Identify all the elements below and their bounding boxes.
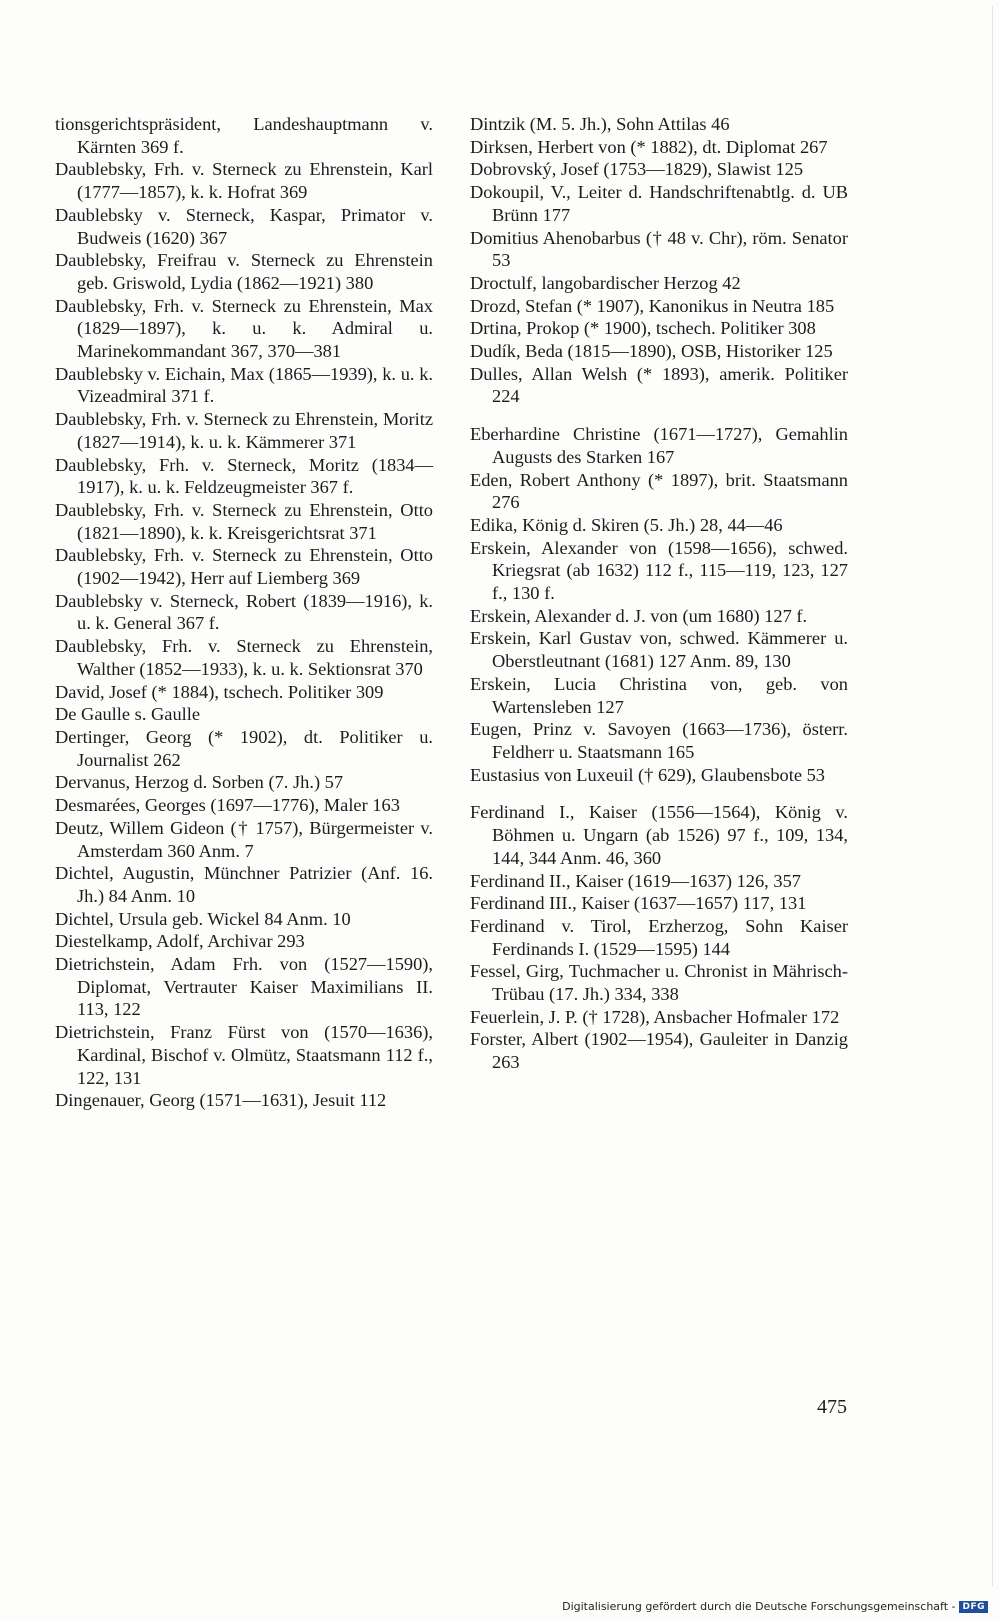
index-entry: Daublebsky, Freifrau v. Sterneck zu Ehrenstein geb. Griswold, Lydia (1862—1921) 380 [55, 250, 433, 293]
dfg-logo: DFG [959, 1601, 988, 1613]
index-entry: Forster, Albert (1902—1954), Gauleiter in Danzig 263 [470, 1029, 848, 1073]
index-entry: Dokoupil, V., Leiter d. Handschriftenabtlg. d. UB Brünn 177 [470, 182, 848, 225]
index-entry: Deutz, Willem Gideon († 1757), Bürgermeister v. Amsterdam 360 Anm. 7 [55, 817, 433, 861]
index-entry: Ferdinand III., Kaiser (1637—1657) 117, 131 [470, 893, 807, 914]
index-entry: Eugen, Prinz v. Savoyen (1663—1736), österr. Feldherr u. Staatsmann 165 [470, 719, 848, 762]
index-entry: Daublebsky, Frh. v. Sterneck zu Ehrenstein, Max (1829—1897), k. u. k. Admiral u. Marinekommandant 367, 370—381 [55, 295, 433, 362]
index-entry: Daublebsky v. Sterneck, Kaspar, Primator v. Budweis (1620) 367 [55, 204, 433, 248]
index-entry: Daublebsky v. Eichain, Max (1865—1939), k. u. k. Vizeadmiral 371 f. [55, 363, 433, 407]
index-entry: Dulles, Allan Welsh (* 1893), amerik. Politiker 224 [470, 363, 848, 407]
index-entry: Droctulf, langobardischer Herzog 42 [470, 272, 741, 293]
digitization-footer [562, 1600, 988, 1613]
index-entry: Dertinger, Georg (* 1902), dt. Politiker u. Journalist 262 [55, 726, 433, 770]
index-entry: Daublebsky, Frh. v. Sterneck zu Ehrenstein, Otto (1821—1890), k. k. Kreisgerichtsrat 371 [55, 499, 433, 543]
index-entry: Dietrichstein, Franz Fürst von (1570—1636), Kardinal, Bischof v. Olmütz, Staatsmann 112 f., 122, 131 [55, 1022, 433, 1088]
index-entry: Dietrichstein, Adam Frh. von (1527—1590), Diplomat, Vertrauter Kaiser Maximilians II. 113, 122 [55, 954, 433, 1020]
index-entry: Daublebsky v. Sterneck, Robert (1839—1916), k. u. k. General 367 f. [55, 590, 433, 634]
index-entry: Edika, König d. Skiren (5. Jh.) 28, 44—46 [470, 514, 783, 535]
index-entry: Domitius Ahenobarbus († 48 v. Chr), röm. Senator 53 [470, 227, 848, 271]
index-entry: Drozd, Stefan (* 1907), Kanonikus in Neutra 185 [470, 295, 835, 316]
index-entry: Erskein, Karl Gustav von, schwed. Kämmerer u. Oberstleutnant (1681) 127 Anm. 89, 130 [470, 628, 848, 672]
index-column-right [470, 113, 848, 1074]
index-entry: Dichtel, Ursula geb. Wickel 84 Anm. 10 [55, 908, 351, 929]
index-entry: De Gaulle s. Gaulle [55, 704, 201, 725]
index-entry: Dirksen, Herbert von (* 1882), dt. Diplomat 267 [470, 136, 828, 157]
index-entry: Eden, Robert Anthony (* 1897), brit. Staatsmann 276 [470, 469, 848, 513]
index-entry: Ferdinand II., Kaiser (1619—1637) 126, 357 [470, 870, 801, 891]
index-entry: Erskein, Alexander d. J. von (um 1680) 127 f. [470, 605, 808, 626]
index-entry: Fessel, Girg, Tuchmacher u. Chronist in Mährisch-Trübau (17. Jh.) 334, 338 [470, 961, 848, 1005]
index-entry: Dervanus, Herzog d. Sorben (7. Jh.) 57 [55, 772, 344, 793]
index-entry: Eberhardine Christine (1671—1727), Gemahlin Augusts des Starken 167 [470, 424, 848, 467]
index-entry: Dichtel, Augustin, Münchner Patrizier (Anf. 16. Jh.) 84 Anm. 10 [55, 863, 433, 906]
index-entry: Ferdinand I., Kaiser (1556—1564), König v. Böhmen u. Ungarn (ab 1526) 97 f., 109, 134, 144, 344 Anm. 46, 360 [470, 802, 848, 868]
index-entry: Eustasius von Luxeuil († 629), Glaubensbote 53 [470, 764, 825, 785]
index-entry: Daublebsky, Frh. v. Sterneck zu Ehrenstein, Karl (1777—1857), k. k. Hofrat 369 [55, 159, 433, 203]
page-number: 475 [817, 1396, 847, 1418]
index-entry: Drtina, Prokop (* 1900), tschech. Politiker 308 [470, 318, 816, 339]
index-entry: Dobrovský, Josef (1753—1829), Slawist 125 [470, 159, 804, 180]
index-entry: Erskein, Alexander von (1598—1656), schwed. Kriegsrat (ab 1632) 112 f., 115—119, 123, 127 f., 130 f. [470, 537, 848, 604]
index-entry: Dudík, Beda (1815—1890), OSB, Historiker 125 [470, 341, 833, 362]
index-entry: Feuerlein, J. P. († 1728), Ansbacher Hofmaler 172 [470, 1006, 840, 1027]
index-entry: Daublebsky, Frh. v. Sterneck zu Ehrenstein, Walther (1852—1933), k. u. k. Sektionsrat 370 [55, 636, 433, 679]
index-entry: Erskein, Lucia Christina von, geb. von Wartensleben 127 [470, 673, 848, 717]
index-entry: Daublebsky, Frh. v. Sterneck, Moritz (1834—1917), k. u. k. Feldzeugmeister 367 f. [55, 454, 433, 498]
index-entry: Daublebsky, Frh. v. Sterneck zu Ehrenstein, Otto (1902—1942), Herr auf Liemberg 369 [55, 545, 433, 589]
index-entry: tionsgerichtspräsident, Landeshauptmann v. Kärnten 369 f. [55, 114, 433, 157]
index-entry: Dingenauer, Georg (1571—1631), Jesuit 112 [55, 1090, 387, 1111]
footer-text: Digitalisierung gefördert durch die Deutsche Forschungsgemeinschaft - [562, 1600, 956, 1613]
index-entry: Desmarées, Georges (1697—1776), Maler 163 [55, 795, 400, 816]
index-entry: David, Josef (* 1884), tschech. Politiker 309 [55, 681, 384, 702]
index-entry: Diestelkamp, Adolf, Archivar 293 [55, 931, 305, 952]
index-entry: Daublebsky, Frh. v. Sterneck zu Ehrenstein, Moritz (1827—1914), k. u. k. Kämmerer 371 [55, 409, 433, 452]
index-entry: Dintzik (M. 5. Jh.), Sohn Attilas 46 [470, 114, 730, 134]
index-column-left [55, 113, 433, 1112]
index-entry: Ferdinand v. Tirol, Erzherzog, Sohn Kaiser Ferdinands I. (1529—1595) 144 [470, 915, 848, 959]
